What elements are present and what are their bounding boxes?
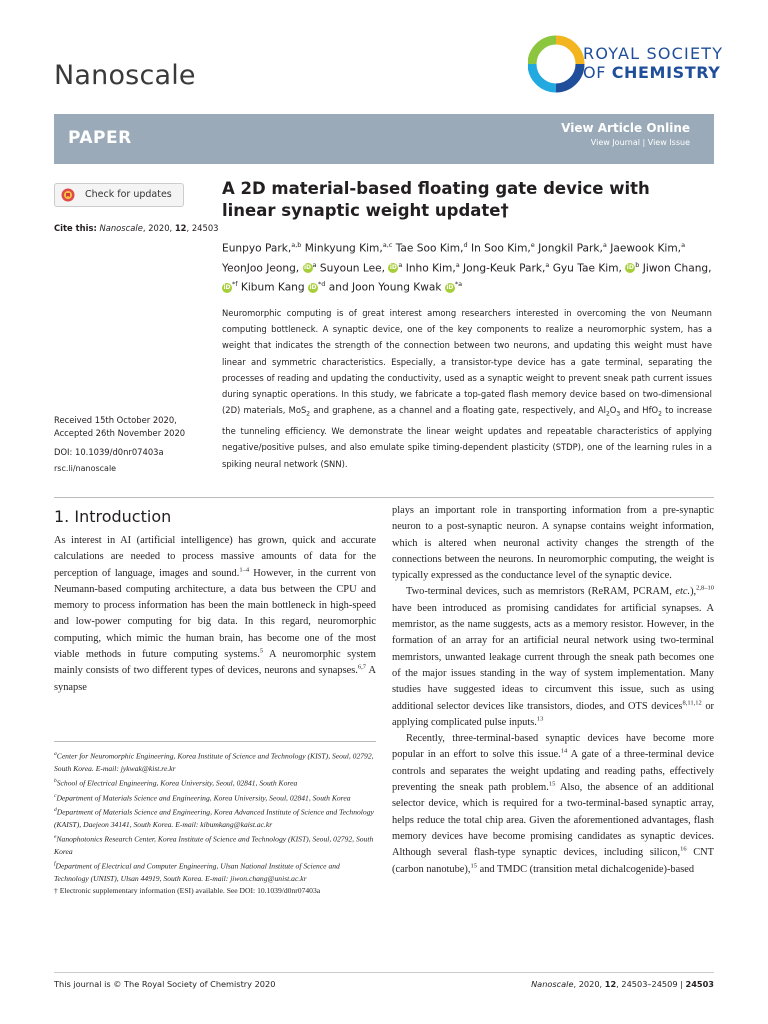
publisher-line-1: ROYAL SOCIETY <box>583 44 724 63</box>
orcid-icon[interactable]: iD <box>626 264 634 272</box>
orcid-icon[interactable]: iD <box>223 283 231 291</box>
body-column-left: As interest in AI (artificial intelligence) has grown, quick and accurate calculations are needed to process massive amounts of data for the perception of language, images and sound.$^{1-4}$ However, in the current von Neumann-based computing architecture, a data bus between the CPU and memory to process information has been the main bottleneck in high-speed and low-power computing for big data. In this regard, neuromorphic computing, which mimic the human brain, has become one of the most viable methods in future computing systems.$^5$ A neuromorphic system mainly consists of two different types of devices, neurons and synapses.$^{6,7}$ A synapse <box>54 535 376 693</box>
view-article-online-link[interactable]: View Article Online <box>561 121 690 135</box>
footer-divider <box>54 972 714 973</box>
orcid-icon[interactable]: iD <box>309 283 317 291</box>
orcid-icon[interactable]: iD <box>304 264 312 272</box>
check-for-updates-label: Check for updates <box>85 189 172 200</box>
orcid-icon[interactable]: iD <box>446 283 454 291</box>
crossmark-icon <box>61 188 75 202</box>
accepted-date: Accepted 26th November 2020 <box>54 428 186 438</box>
orcid-icon[interactable]: iD <box>389 264 397 272</box>
page-number: 24503 <box>685 979 714 989</box>
dates-and-doi <box>54 414 220 459</box>
received-date: Received 15th October 2020, <box>54 415 177 425</box>
body-column-right: plays an important role in transporting information from a pre-synaptic neuron to a post-synaptic neuron. A synapse contains weight information, which is altered when neuronal activity changes the strength of the connections between the neurons. In neuromorphic computing, the weight is typically expressed as the conductance level of the synaptic device. Two-terminal devices, such as memristors (ReRAM, PCRAM, etc.),$^{2,8-10}$ have been introduced as promising candidates for artificial synapses. A memristor, as the name suggests, acts as a memory resistor. However, in the formation of an array for an artificial neural network using two-terminal memristors, unwanted leakage current through the sneak path becomes one of the major issues standing in the way of system implementation. Many studies have suggested ideas to circumvent this issue, such as using additional selector devices like transistors, diodes, and OTS devices$^{8,11,12}$ or applying complicated pulse inputs.$^{13}$ Recently, three-terminal-based synaptic devices have become more popular in an effort to solve this issue.$^{14}$ A gate of a three-terminal device controls and separates the weight updating and reading paths, effectively preventing the sneak path problem.$^{15}$ Also, the absence of an additional selector device, which is required for a two-terminal-based synaptic array, helps reduce the total chip area. Given the aforementioned advantages, flash memory devices have become promising candidates as synaptic devices. Although several flash-type synaptic devices, including silicon,$^{16}$ CNT (carbon nanotube),$^{15}$ and TMDC (transition metal dichalcogenide)-based <box>392 505 714 875</box>
article-title: A 2D material-based floating gate device with linear synaptic weight update† <box>222 179 650 220</box>
divider <box>54 497 714 498</box>
affiliations: $^a$Center for Neuromorphic Engineering, Korea Institute of Science and Technology (KIST), Seoul, 02792, South Korea. E-mail: jykwak@kist.re.kr $^b$School of Electrical Engineering, Korea University, Seoul, 02841, South Korea $^c$Department of Materials Science and Engineering, Korea University, Seoul, 02841, South Korea $^d$Department of Materials Science and Engineering, Korea Advanced Institute of Science and Technology (KAIST), Daejeon 34141, South Korea. E-mail: kibumkang@kaist.ac.kr $^e$Nanophotonics Research Center, Korea Institute of Science and Technology (KIST), Seoul, 02792, South Korea $^f$Department of Electrical and Computer Engineering, Ulsan National Institute of Science and Technology (UNIST), Ulsan 44919, South Korea. E-mail: jiwon.chang@unist.ac.kr † Electronic supplementary information (ESI) available. See DOI: 10.1039/d0nr07403a <box>54 751 374 896</box>
check-for-updates-button[interactable] <box>54 183 184 207</box>
view-journal-link[interactable]: View Journal <box>590 138 640 147</box>
journal-name: Nanoscale <box>54 60 196 91</box>
publisher-line-2: OF CHEMISTRY <box>583 63 721 82</box>
author-list: Eunpyo Park,$^{a,b}$ Minkyung Kim,$^{a,c}$ Tae Soo Kim,$^d$ In Soo Kim,$^e$ Jongkil Park,$^a$ Jaewook Kim,$^a$ YeonJoo Jeong, $iD^a$ Suyoun Lee, $iD^a$ Inho Kim,$^a$ Jong-Keuk Park,$^a$ Gyu Tae Kim, $iD^b$ Jiwon Chang, $iD^{*f}$ Kibum Kang $iD^{*d}$ and Joon Young Kwak $iD^{*a}$ <box>222 241 712 294</box>
section-heading-introduction: 1. Introduction <box>54 507 172 526</box>
journal-issue-links: View Journal | View Issue <box>590 138 690 147</box>
citation: Cite this: Nanoscale, 2020, 12, 24503 <box>54 223 219 233</box>
article-type-label: PAPER <box>68 128 132 148</box>
affiliation-divider <box>54 741 376 742</box>
view-issue-link[interactable]: View Issue <box>647 138 690 147</box>
abstract: Neuromorphic computing is of great interest among researchers interested in overcoming the von Neumann computing bottleneck. A synaptic device, one of the key components to realize a neuromorphic system, has a weight that indicates the strength of the connection between two neurons, and updating this weight must have linear and symmetric characteristics. Especially, a transistor-type device has a gate terminal, separating the processes of reading and updating the conductivity, used as a synaptic weight to prevent sneak path current issues during synaptic operations. In this study, we fabricate a top-gated flash memory device based on two-dimensional (2D) materials, MoS$_2$ and graphene, as a channel and a floating gate, respectively, and $Al_2O_3$ and HfO$_2$ to increase the tunneling efficiency. We demonstrate the linear weight updates and repeatable characteristics of applying negative/positive pulses, and also emulate spike timing-dependent plasticity (STDP), one of the learning rules in a spiking neural network (SNN). <box>222 308 713 469</box>
footer-copyright: This journal is © The Royal Society of Chemistry 2020 <box>54 979 276 989</box>
journal-link[interactable]: rsc.li/nanoscale <box>54 464 117 473</box>
doi[interactable]: DOI: 10.1039/d0nr07403a <box>54 447 164 457</box>
footer-citation: Nanoscale, 2020, 12, 24503–24509 | 24503 <box>531 979 714 989</box>
